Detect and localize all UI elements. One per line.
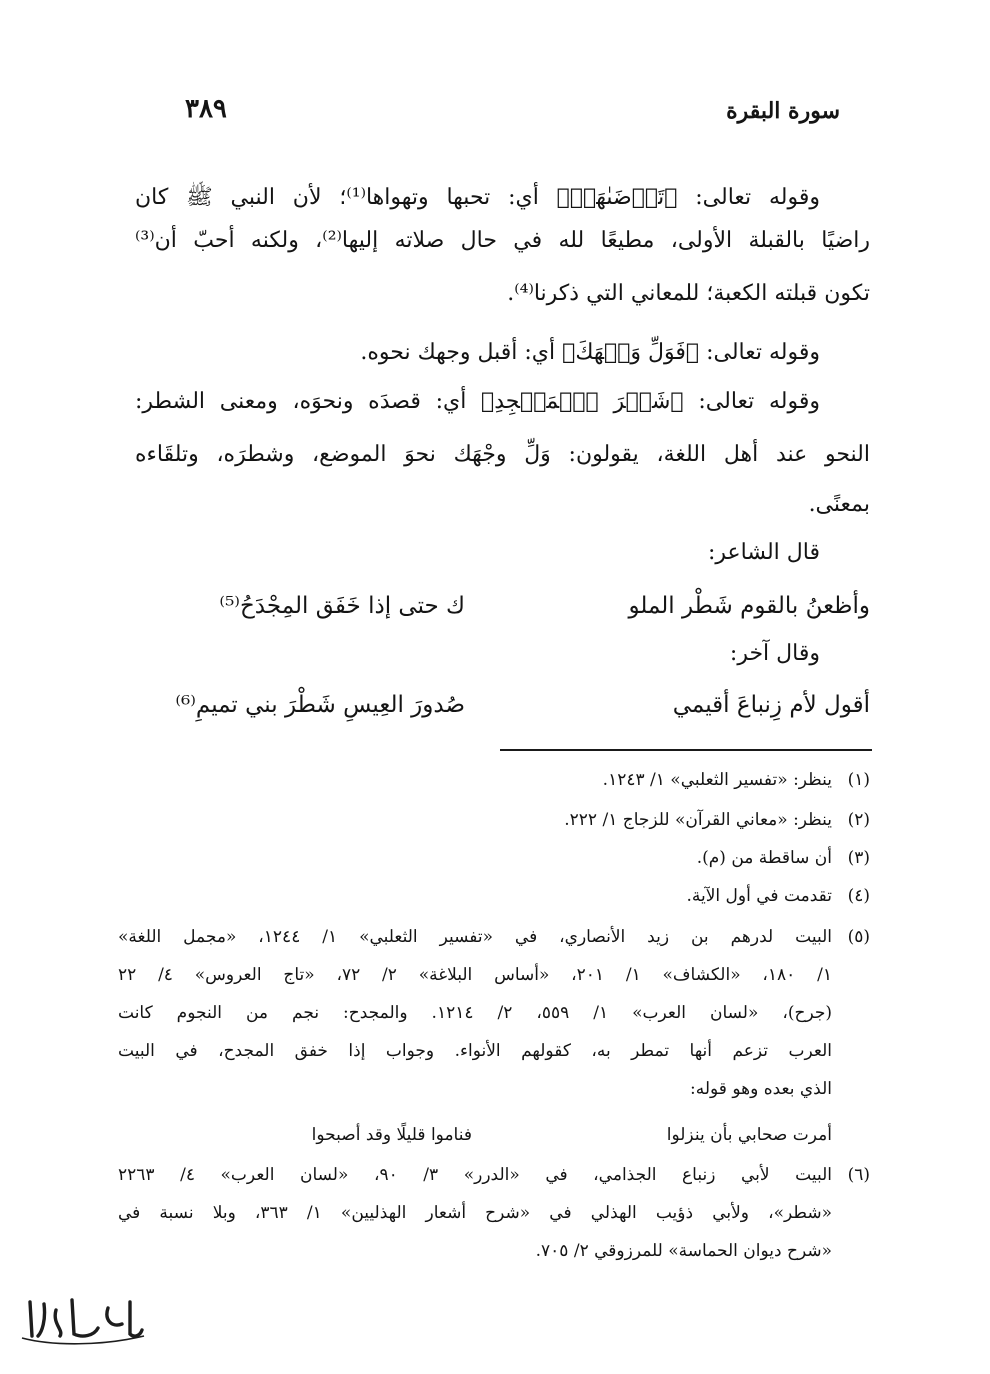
footnote-text: «شطر»، ولأبي ذؤيب الهذلي في «شرح أشعار الهذليين» ١/ ٣٦٣، وبلا نسبة في	[118, 1203, 832, 1223]
verse-second-hemistich: صُدورَ العِيسِ شَطْرَ بني تميمِ⁽⁶⁾	[175, 692, 465, 718]
verse-intro: وقال آخر:	[729, 641, 820, 666]
verse-intro: قال الشاعر:	[707, 540, 820, 565]
verse-first-hemistich: وأظعنُ بالقوم شَطْر الملو	[628, 593, 870, 619]
footnote-separator	[500, 749, 872, 751]
body-line: راضيًا بالقبلة الأولى، مطيعًا لله في حال صلاته إليها⁽²⁾، ولكنه أحبّ أن⁽³⁾	[135, 228, 870, 253]
page-number: ٣٨٩	[185, 94, 227, 124]
body-line: النحو عند أهل اللغة، يقولون: وَلِّ وجْهَك نحوَ الموضع، وشطرَه، وتلقَاءه	[135, 442, 870, 467]
verse-second-hemistich: فناموا قليلًا وقد أصبحوا	[311, 1125, 472, 1145]
body-line: وقوله تعالى: ﴿شَطۡرَ ٱلۡمَسۡجِدِ﴾ أي: قصدَه ونحوَه، ومعنى الشطر:	[135, 389, 820, 414]
surah-title: سورة البقرة	[726, 98, 840, 124]
verse-second-hemistich: ك حتى إذا خَفَق المِجْدَحُ⁽⁵⁾	[219, 593, 465, 619]
body-line: وقوله تعالى: ﴿تَرۡضَىٰهَاۚ﴾ أي: تحبها وتهواها⁽¹⁾؛ لأن النبي ﷺ كان	[135, 185, 820, 210]
body-line: تكون قبلته الكعبة؛ للمعاني التي ذكرنا⁽⁴⁾.	[507, 281, 870, 306]
footnote-text: (جرح)، «لسان العرب» ١/ ٥٥٩، ٢/ ١٢١٤. والمجدح: نجم من النجوم كانت	[118, 1003, 832, 1023]
body-line: بمعنًى.	[808, 492, 870, 517]
footnote-number: (٥)	[847, 927, 870, 947]
footnote-text: البيت لأبي زنباع الجذامي، في «الدرر» ٣/ ٩٠، «لسان العرب» ٤/ ٢٢٦٣	[118, 1165, 832, 1185]
footnote-text: «شرح ديوان الحماسة» للمرزوقي ٢/ ٧٠٥.	[535, 1241, 832, 1261]
footnote-text: ١/ ١٨٠، «الكشاف» ١/ ٢٠١، «أساس البلاغة» ٢/ ٧٢، «تاج العروس» ٤/ ٢٢	[118, 965, 832, 985]
footnote-text: أن ساقطة من (م).	[696, 848, 832, 868]
footnote-number: (٢)	[847, 810, 870, 830]
watermark-logo	[12, 1290, 152, 1350]
verse-first-hemistich: أمرت صحابي بأن ينزلوا	[666, 1125, 832, 1145]
footnote-number: (٦)	[847, 1165, 870, 1185]
body-line: وقوله تعالى: ﴿فَوَلِّ وَجۡهَكَ﴾ أي: أقبل وجهك نحوه.	[360, 340, 820, 365]
footnote-text: الذي بعده وهو قوله:	[690, 1079, 832, 1099]
footnote-number: (١)	[847, 770, 870, 790]
footnote-number: (٤)	[847, 886, 870, 906]
footnote-text: ينظر: «تفسير الثعلبي» ١/ ١٢٤٣.	[602, 770, 832, 790]
footnote-text: ينظر: «معاني القرآن» للزجاج ١/ ٢٢٢.	[564, 810, 832, 830]
footnote-text: البيت لدرهم بن زيد الأنصاري، في «تفسير الثعلبي» ١/ ١٢٤٤، «مجمل اللغة»	[118, 927, 832, 947]
footnote-text: تقدمت في أول الآية.	[686, 886, 832, 906]
footnote-number: (٣)	[847, 848, 870, 868]
verse-first-hemistich: أقول لأم زِنباعَ أقيمي	[672, 692, 870, 718]
footnote-text: العرب تزعم أنها تمطر به، كقولهم الأنواء. وجواب إذا خفق المجدح، في البيت	[118, 1041, 832, 1061]
